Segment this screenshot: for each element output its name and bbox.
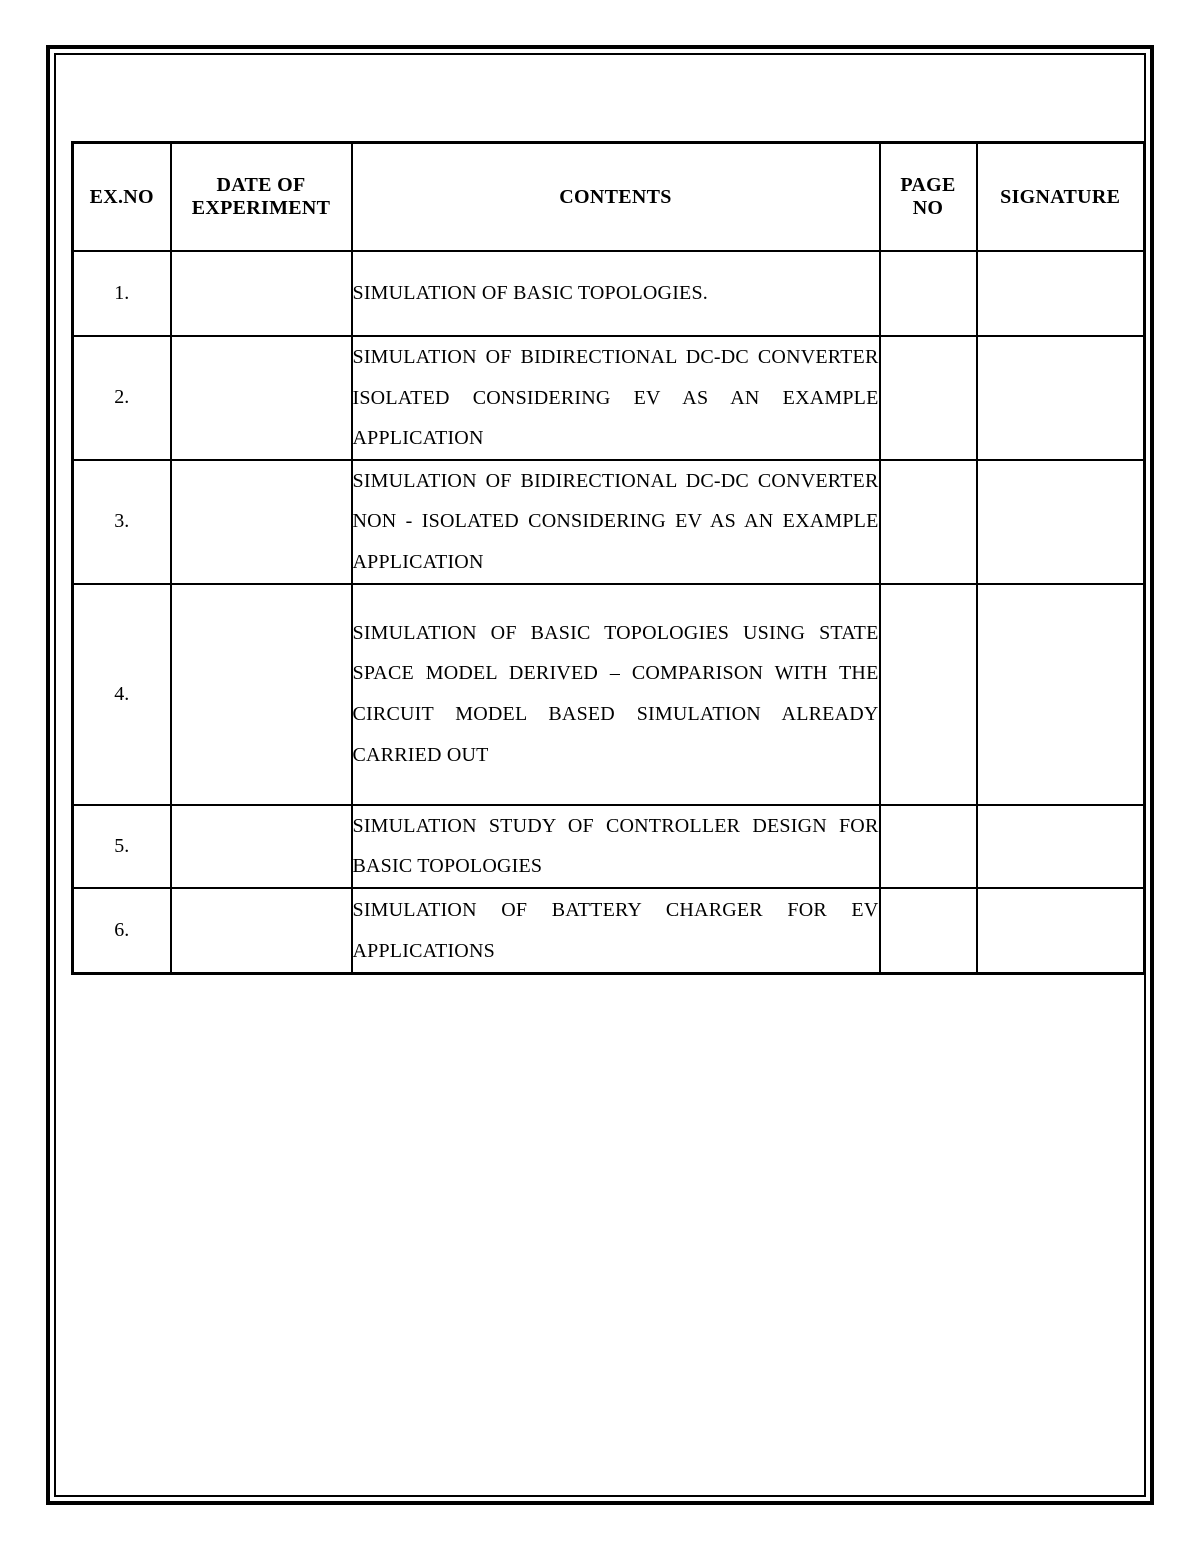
ex-no-cell: 3.	[73, 460, 171, 584]
header-signature: SIGNATURE	[977, 143, 1145, 252]
contents-cell: SIMULATION OF BATTERY CHARGER FOR EV APPLICATIONS	[352, 888, 880, 974]
page-no-cell	[880, 888, 977, 974]
header-date-of-experiment: DATE OF EXPERIMENT	[171, 143, 352, 252]
contents-cell: SIMULATION STUDY OF CONTROLLER DESIGN FOR BASIC TOPOLOGIES	[352, 805, 880, 888]
page-no-cell	[880, 251, 977, 336]
date-cell	[171, 805, 352, 888]
ex-no-cell: 5.	[73, 805, 171, 888]
header-page-no: PAGE NO	[880, 143, 977, 252]
signature-cell	[977, 251, 1145, 336]
ex-no-cell: 4.	[73, 584, 171, 805]
page-no-cell	[880, 584, 977, 805]
page-no-cell	[880, 460, 977, 584]
table-row	[73, 460, 1145, 584]
signature-cell	[977, 460, 1145, 584]
ex-no-cell: 6.	[73, 888, 171, 974]
table-row	[73, 888, 1145, 974]
date-cell	[171, 888, 352, 974]
signature-cell	[977, 805, 1145, 888]
ex-no-cell: 1.	[73, 251, 171, 336]
table-row	[73, 584, 1145, 805]
date-cell	[171, 460, 352, 584]
date-cell	[171, 251, 352, 336]
table-row	[73, 805, 1145, 888]
signature-cell	[977, 584, 1145, 805]
page-no-cell	[880, 336, 977, 460]
contents-cell: SIMULATION OF BASIC TOPOLOGIES USING STATE SPACE MODEL DERIVED – COMPARISON WITH THE CIRCUIT MODEL BASED SIMULATION ALREADY CARRIED OUT	[352, 584, 880, 805]
signature-cell	[977, 888, 1145, 974]
signature-cell	[977, 336, 1145, 460]
header-ex-no: EX.NO	[73, 143, 171, 252]
contents-cell: SIMULATION OF BASIC TOPOLOGIES.	[352, 251, 880, 336]
header-contents: CONTENTS	[352, 143, 880, 252]
table-header-row	[73, 143, 1145, 252]
table-row	[73, 336, 1145, 460]
contents-cell: SIMULATION OF BIDIRECTIONAL DC-DC CONVERTER ISOLATED CONSIDERING EV AS AN EXAMPLE APPLICATION	[352, 336, 880, 460]
page-no-cell	[880, 805, 977, 888]
date-cell	[171, 584, 352, 805]
date-cell	[171, 336, 352, 460]
table-row	[73, 251, 1145, 336]
contents-cell: SIMULATION OF BIDIRECTIONAL DC-DC CONVERTER NON - ISOLATED CONSIDERING EV AS AN EXAMPLE APPLICATION	[352, 460, 880, 584]
ex-no-cell: 2.	[73, 336, 171, 460]
experiment-index-table	[71, 141, 1146, 975]
